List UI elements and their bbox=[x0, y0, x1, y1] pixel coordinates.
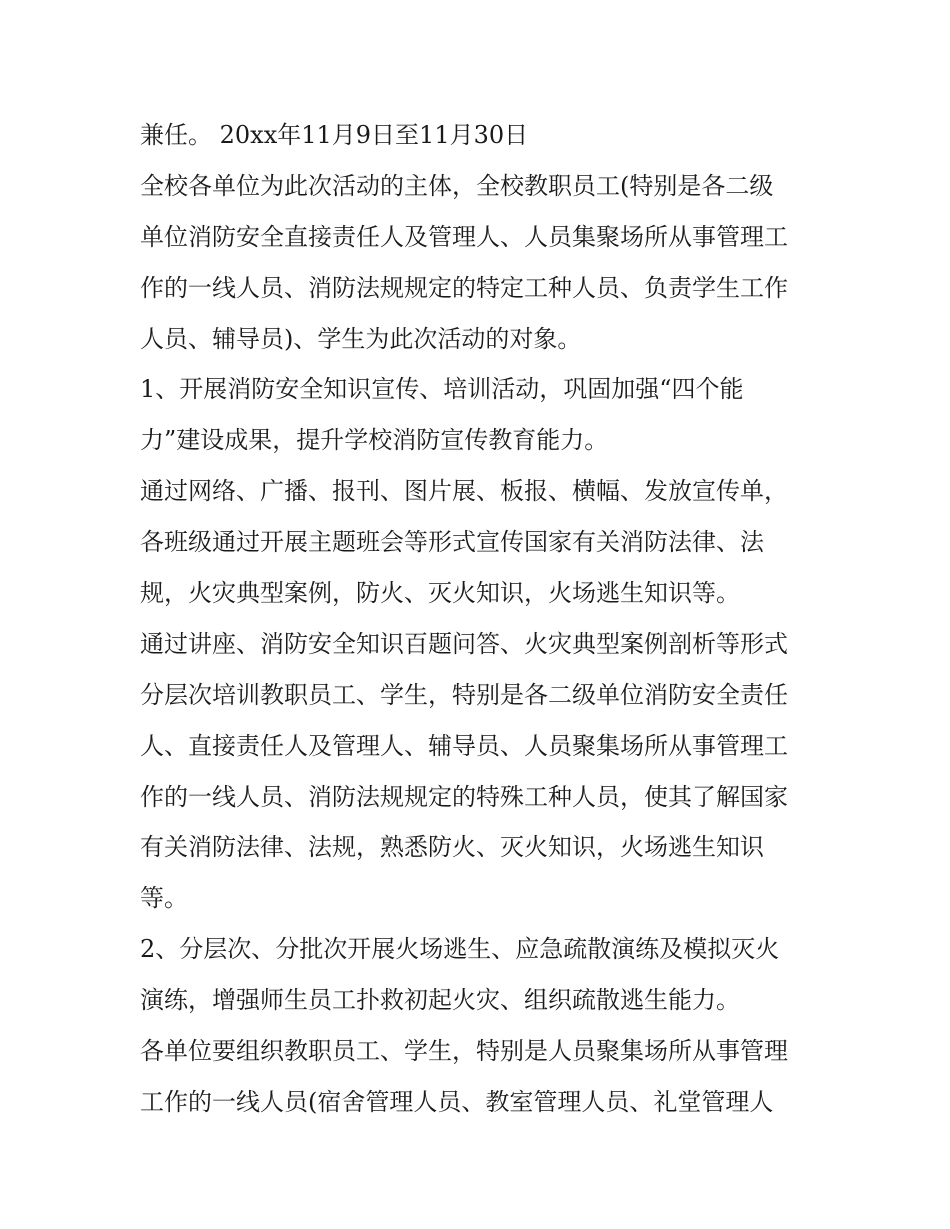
text-line: 分层次培训教职员工、学生，特别是各二级单位消防安全责任 bbox=[140, 680, 788, 709]
text-line: 人、直接责任人及管理人、辅导员、人员聚集场所从事管理工 bbox=[140, 731, 788, 760]
text-line: 1、开展消防安全知识宣传、培训活动，巩固加强“四个能 bbox=[140, 375, 744, 404]
text-line: 各班级通过开展主题班会等形式宣传国家有关消防法律、法 bbox=[140, 528, 764, 557]
text-line: 作的一线人员、消防法规规定的特殊工种人员，使其了解国家 bbox=[140, 782, 788, 811]
text-line: 2、分层次、分批次开展火场逃生、应急疏散演练及模拟灭火 bbox=[140, 935, 780, 964]
text-line: 有关消防法律、法规，熟悉防火、灭火知识，火场逃生知识 bbox=[140, 833, 764, 862]
text-line: 单位消防安全直接责任人及管理人、人员集聚场所从事管理工 bbox=[140, 222, 788, 251]
text-line: 演练，增强师生员工扑救初起火灾、组织疏散逃生能力。 bbox=[140, 986, 740, 1015]
text-line: 等。 bbox=[140, 884, 188, 913]
text-line: 全校各单位为此次活动的主体，全校教职员工(特别是各二级 bbox=[140, 171, 774, 200]
text-line: 力”建设成果，提升学校消防宣传教育能力。 bbox=[140, 426, 609, 455]
text-line: 各单位要组织教职员工、学生，特别是人员聚集场所从事管理 bbox=[140, 1037, 788, 1066]
text-line: 作的一线人员、消防法规规定的特定工种人员、负责学生工作 bbox=[140, 273, 788, 302]
document-body bbox=[140, 110, 830, 1128]
text-line: 通过讲座、消防安全知识百题问答、火灾典型案例剖析等形式 bbox=[140, 629, 788, 658]
text-line: 兼任。 20xx年11月9日至11月30日 bbox=[140, 121, 529, 149]
text-line: 规，火灾典型案例，防火、灭火知识，火场逃生知识等。 bbox=[140, 579, 740, 608]
text-line: 人员、辅导员)、学生为此次活动的对象。 bbox=[140, 324, 582, 353]
text-line: 通过网络、广播、报刊、图片展、板报、横幅、发放宣传单， bbox=[140, 477, 788, 506]
text-line: 工作的一线人员(宿舍管理人员、教室管理人员、礼堂管理人 bbox=[140, 1087, 774, 1116]
